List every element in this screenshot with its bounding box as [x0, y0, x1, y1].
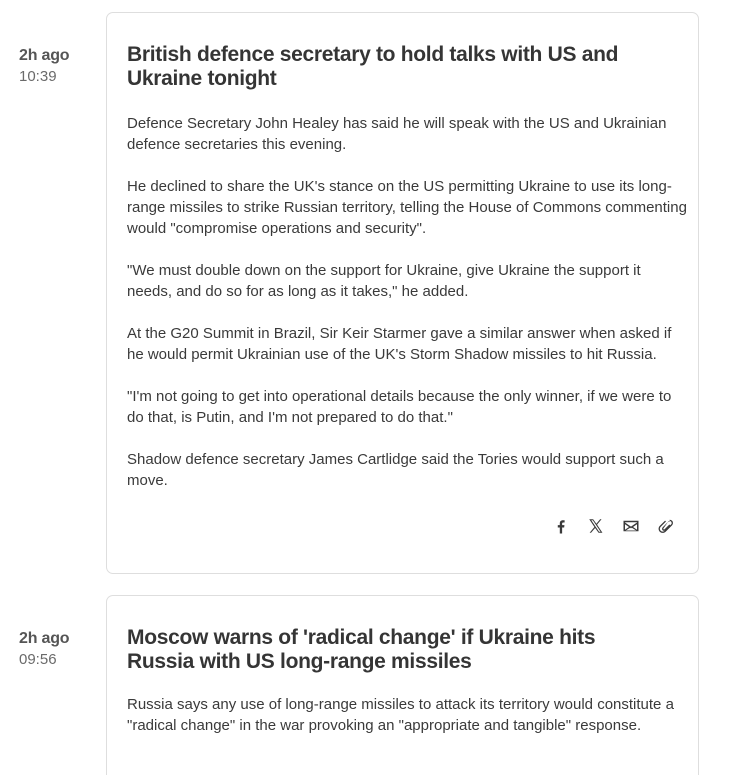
post-headline: Moscow warns of 'radical change' if Ukraine hits Russia with US long-range missiles — [127, 626, 596, 673]
post-paragraph: At the G20 Summit in Brazil, Sir Keir Starmer gave a similar answer when asked if he would permit Ukrainian use of the UK's Storm Shadow missiles to hit Russia. — [127, 325, 672, 363]
time-ago: 2h ago — [19, 47, 70, 64]
post-card — [106, 595, 699, 775]
post-timestamp — [19, 628, 69, 670]
link-icon[interactable] — [656, 516, 676, 536]
post-body — [127, 113, 687, 512]
post-paragraph: "We must double down on the support for Ukraine, give Ukraine the support it needs, and do so for as long as it takes," he added. — [127, 262, 641, 300]
time-ago: 2h ago — [19, 630, 70, 647]
post-timestamp — [19, 45, 69, 87]
share-bar — [551, 516, 676, 536]
x-icon[interactable] — [586, 516, 606, 536]
time-clock: 09:56 — [19, 651, 57, 668]
post-paragraph: Shadow defence secretary James Cartlidge said the Tories would support such a move. — [127, 451, 664, 489]
post-paragraph: "I'm not going to get into operational details because the only winner, if we were to do that, is Putin, and I'm not prepared to do that." — [127, 388, 672, 426]
post-headline: British defence secretary to hold talks with US and Ukraine tonight — [127, 43, 619, 90]
post-paragraph: Defence Secretary John Healey has said he will speak with the US and Ukrainian defence secretaries this evening. — [127, 115, 667, 153]
facebook-icon[interactable] — [551, 516, 571, 536]
time-clock: 10:39 — [19, 68, 57, 85]
post-card — [106, 12, 699, 574]
post-paragraph: He declined to share the UK's stance on the US permitting Ukraine to use its long-range missiles to strike Russian territory, telling the House of Commons commenting would "compromise operations and security". — [127, 178, 687, 237]
post-body — [127, 694, 687, 757]
post-paragraph: Russia says any use of long-range missiles to attack its territory would constitute a "radical change" in the war provoking an "appropriate and tangible" response. — [127, 696, 674, 734]
email-icon[interactable] — [621, 516, 641, 536]
